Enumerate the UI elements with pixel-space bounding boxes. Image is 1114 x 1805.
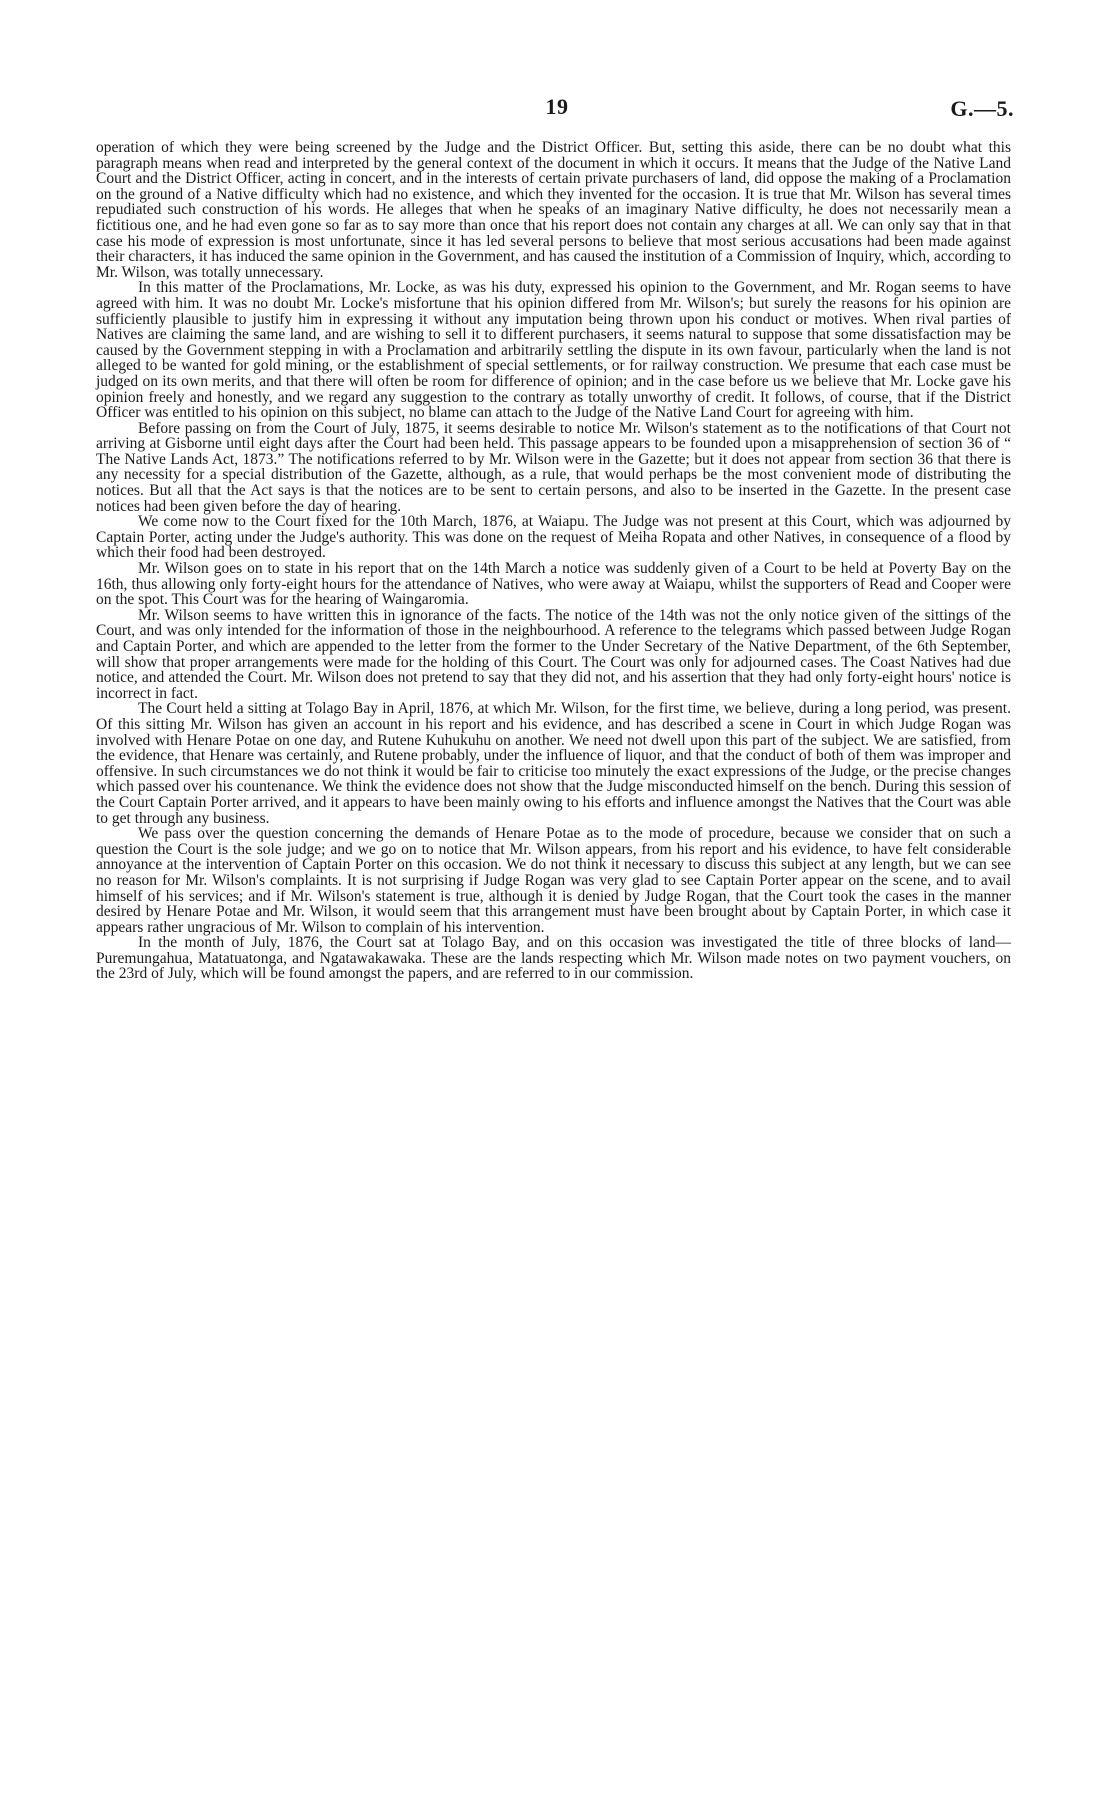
paragraph: The Court held a sitting at Tolago Bay in April, 1876, at which Mr. Wilson, for the first time, we believe, during a long period, was present. Of this sitting Mr. Wilson has given an account in his report and his evidence, and has described a scene in Court in which Judge Rogan was involved with Henare Potae on one day, and Rutene Kuhukuhu on another. We need not dwell upon this part of the subject. We are satisfied, from the evidence, that Henare was certainly, and Rutene probably, under the influence of liquor, and that the conduct of both of them was improper and offensive. In such circumstances we do not think it would be fair to criticise too minutely the exact expressions of the Judge, or the precise changes which passed over his countenance. We think the evidence does not show that the Judge misconducted himself on the bench. During this session of the Court Captain Porter arrived, and it appears to have been mainly owing to his efforts and influence amongst the Natives that the Court was able to get through any business. xyxy=(96,700,1011,827)
paragraph: In this matter of the Proclamations, Mr. Locke, as was his duty, expressed his opinion to the Government, and Mr. Rogan seems to have agreed with him. It was no doubt Mr. Locke's misfortune that his opinion differed from Mr. Wilson's; but surely the reasons for his opinion are sufficiently plausible to justify him in expressing it without any imputation being thrown upon his conduct or motives. When rival parties of Natives are claiming the same land, and are wishing to sell it to different purchasers, it seems natural to suppose that some dissatisfaction may be caused by the Government stepping in with a Proclamation and arbitrarily settling the dispute in its own favour, particularly when the land is not alleged to be wanted for gold mining, or the establishment of special settlements, or for railway construction. We presume that each case must be judged on its own merits, and that there will often be room for difference of opinion; and in the case before us we believe that Mr. Locke gave his opinion freely and honestly, and we regard any suggestion to the contrary as totally unworthy of credit. It follows, of course, that if the District Officer was entitled to his opinion on this subject, no blame can attach to the Judge of the Native Land Court for agreeing with him. xyxy=(96,279,1011,422)
body-text xyxy=(96,140,1011,982)
paragraph: Before passing on from the Court of July, 1875, it seems desirable to notice Mr. Wilson's statement as to the notifications of that Court not arriving at Gisborne until eight days after the Court had been held. This passage appears to be founded upon a misapprehension of section 36 of “ The Native Lands Act, 1873.” The notifications referred to by Mr. Wilson were in the Gazette; but it does not appear from section 36 that there is any necessity for a special distribution of the Gazette, although, as a rule, that would perhaps be the most convenient mode of distributing the notices. But all that the Act says is that the notices are to be sent to certain persons, and also to be inserted in the Gazette. In the present case notices had been given before the day of hearing. xyxy=(96,419,1011,515)
paragraph: In the month of July, 1876, the Court sat at Tolago Bay, and on this occasion was investigated the title of three blocks of land—Puremungahua, Matatuatonga, and Ngatawakawaka. These are the lands respecting which Mr. Wilson made notes on two payment vouchers, on the 23rd of July, which will be found amongst the papers, and are referred to in our commission. xyxy=(96,934,1011,983)
paragraph: Mr. Wilson goes on to state in his report that on the 14th March a notice was suddenly given of a Court to be held at Poverty Bay on the 16th, thus allowing only forty-eight hours for the attendance of Natives, who were away at Waiapu, whilst the supporters of Read and Cooper were on the spot. This Court was for the hearing of Waingaromia. xyxy=(96,560,1011,609)
paragraph: Mr. Wilson seems to have written this in ignorance of the facts. The notice of the 14th was not the only notice given of the sittings of the Court, and was only intended for the information of those in the neighbourhood. A reference to the telegrams which passed between Judge Rogan and Captain Porter, and which are appended to the letter from the former to the Under Secretary of the Native Department, of the 6th September, will show that proper arrangements were made for the holding of this Court. The Court was only for adjourned cases. The Coast Natives had due notice, and attended the Court. Mr. Wilson does not pretend to say that they did not, and his assertion that they had only forty-eight hours' notice is incorrect in fact. xyxy=(96,606,1011,702)
document-reference: G.—5. xyxy=(950,96,1014,121)
paragraph: operation of which they were being screened by the Judge and the District Officer. But, setting this aside, there can be no doubt what this paragraph means when read and interpreted by the general context of the document in which it occurs. It means that the Judge of the Native Land Court and the District Officer, acting in concert, and in the interests of certain private purchasers of land, did oppose the making of a Proclamation on the ground of a Native difficulty which had no existence, and which they invented for the occasion. It is true that Mr. Wilson has several times repudiated such construction of his words. He alleges that when he speaks of an imaginary Native difficulty, he does not necessarily mean a fictitious one, and he had even gone so far as to say more than once that his report does not contain any charges at all. We can only say that in that case his mode of expression is most unfortunate, since it has led several persons to believe that most serious accusations had been made against their characters, it has induced the same opinion in the Government, and has caused the institution of a Commission of Inquiry, which, according to Mr. Wilson, was totally unnecessary. xyxy=(96,139,1011,281)
page-number: 19 xyxy=(545,94,569,119)
paragraph: We pass over the question concerning the demands of Henare Potae as to the mode of procedure, because we consider that on such a question the Court is the sole judge; and we go on to notice that Mr. Wilson appears, from his report and his evidence, to have felt considerable annoyance at the intervention of Captain Porter on this occasion. We do not think it necessary to discuss this subject at any length, but we can see no reason for Mr. Wilson's complaints. It is not surprising if Judge Rogan was very glad to see Captain Porter appear on the scene, and to avail himself of his services; and if Mr. Wilson's statement is true, although it is denied by Judge Rogan, that the Court took the cases in the manner desired by Henare Potae and Mr. Wilson, it would seem that this arrangement must have been brought about by Captain Porter, in which case it appears rather ungracious of Mr. Wilson to complain of his intervention. xyxy=(96,825,1011,936)
paragraph: We come now to the Court fixed for the 10th March, 1876, at Waiapu. The Judge was not present at this Court, which was adjourned by Captain Porter, acting under the Judge's authority. This was done on the request of Meiha Ropata and other Natives, in consequence of a flood by which their food had been destroyed. xyxy=(96,513,1011,562)
